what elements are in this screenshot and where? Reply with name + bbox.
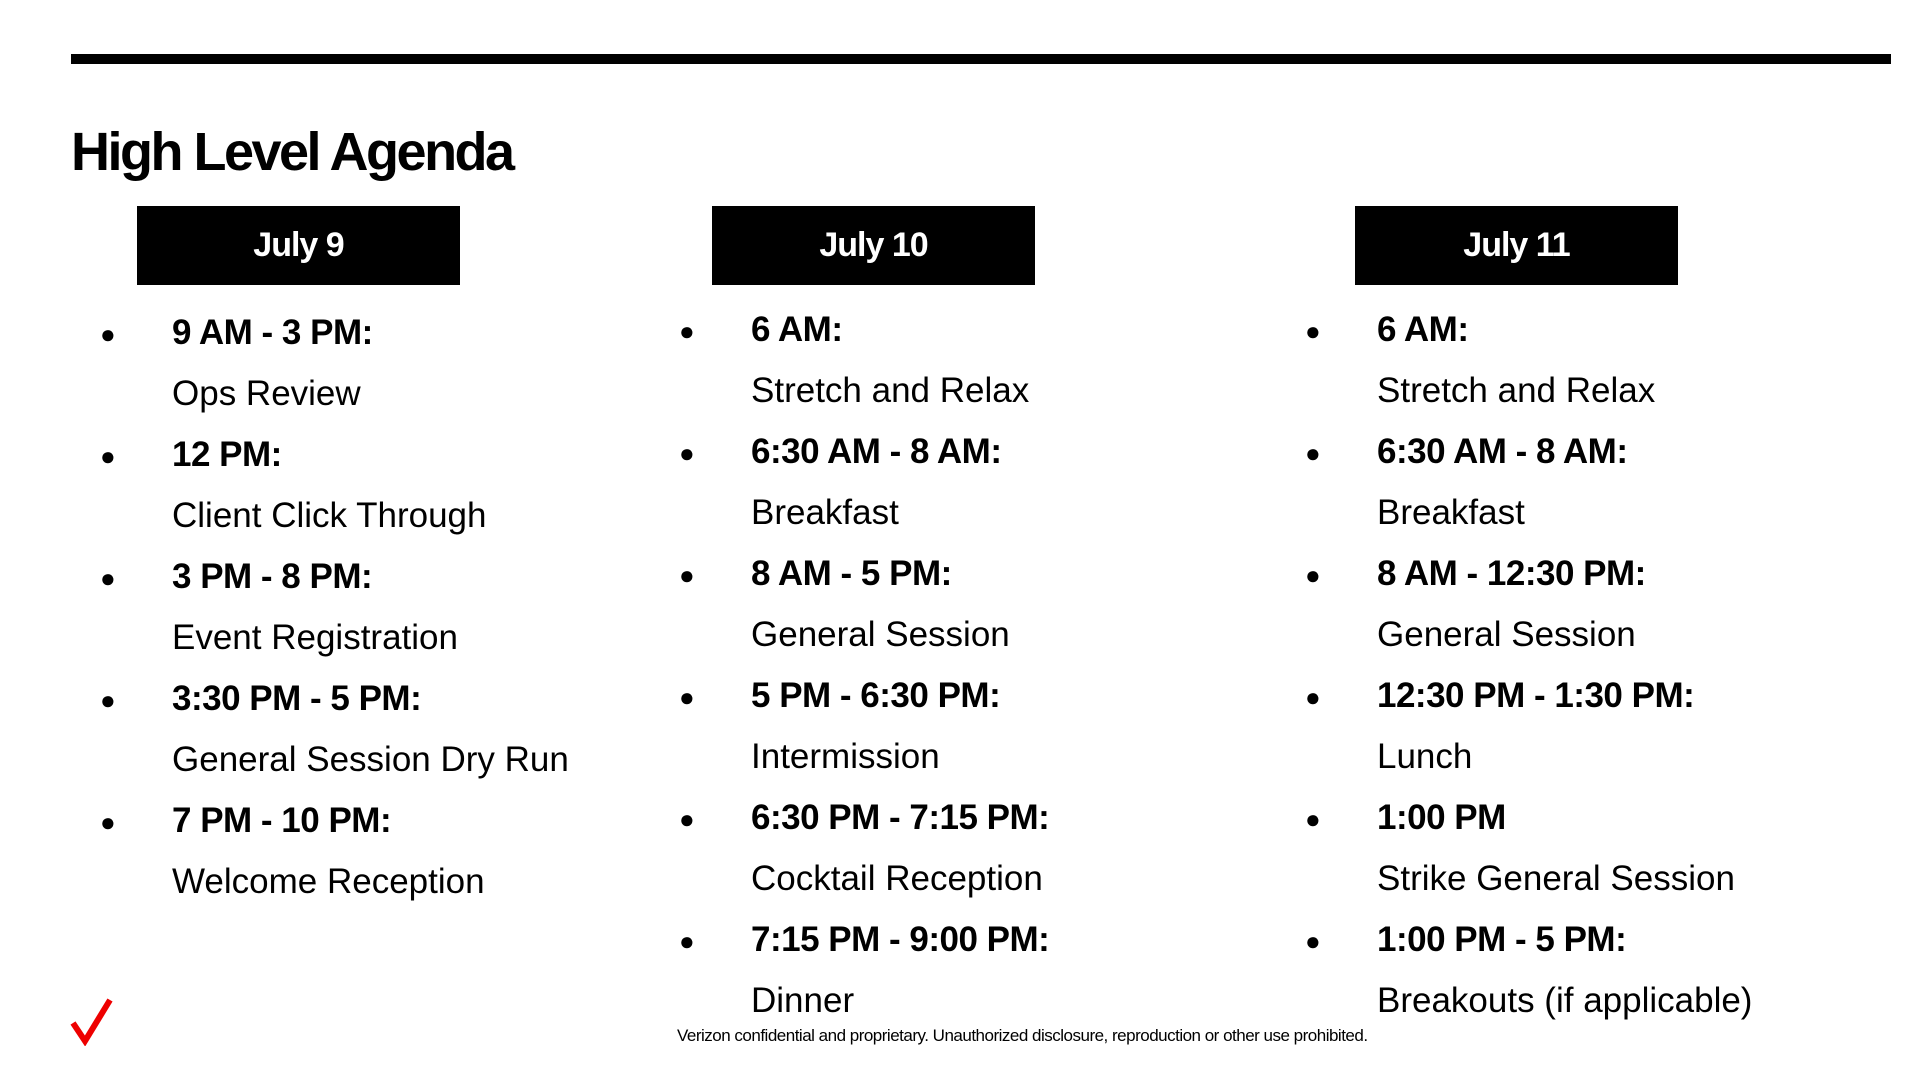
item-description: Stretch and Relax xyxy=(1377,371,1656,410)
item-description: Stretch and Relax xyxy=(751,371,1030,410)
logo-check-stroke xyxy=(73,1000,110,1041)
bullet-icon: ● xyxy=(679,804,695,834)
day-header-july-11: July 11 xyxy=(1355,206,1678,285)
item-time: 6 AM: xyxy=(1377,310,1469,349)
item-description: Client Click Through xyxy=(172,496,487,535)
bullet-icon: ● xyxy=(1305,682,1321,712)
item-time: 6:30 PM - 7:15 PM: xyxy=(751,798,1050,837)
item-description: Dinner xyxy=(751,981,855,1020)
bullet-icon: ● xyxy=(1305,804,1321,834)
item-time: 7:15 PM - 9:00 PM: xyxy=(751,920,1050,959)
bullet-icon: ● xyxy=(1305,926,1321,956)
item-description: General Session xyxy=(751,615,1010,654)
item-description: Cocktail Reception xyxy=(751,859,1043,898)
bullet-icon: ● xyxy=(1305,316,1321,346)
item-time: 3 PM - 8 PM: xyxy=(172,557,373,596)
bullet-icon: ● xyxy=(1305,560,1321,590)
item-time: 6 AM: xyxy=(751,310,843,349)
confidentiality-footer: Verizon confidential and proprietary. Unauthorized disclosure, reproduction or other use prohibited. xyxy=(677,1026,1368,1045)
top-divider-rule xyxy=(71,54,1891,64)
item-description: Welcome Reception xyxy=(172,862,485,901)
bullet-icon: ● xyxy=(100,563,116,593)
bullet-icon: ● xyxy=(1305,438,1321,468)
item-description: General Session Dry Run xyxy=(172,740,569,779)
item-time: 8 AM - 12:30 PM: xyxy=(1377,554,1646,593)
bullet-icon: ● xyxy=(679,926,695,956)
item-time: 3:30 PM - 5 PM: xyxy=(172,679,422,718)
bullet-icon: ● xyxy=(679,682,695,712)
item-time: 6:30 AM - 8 AM: xyxy=(1377,432,1628,471)
item-time: 1:00 PM - 5 PM: xyxy=(1377,920,1627,959)
item-time: 12:30 PM - 1:30 PM: xyxy=(1377,676,1695,715)
item-description: Breakfast xyxy=(751,493,899,532)
bullet-icon: ● xyxy=(100,441,116,471)
item-time: 5 PM - 6:30 PM: xyxy=(751,676,1001,715)
bullet-icon: ● xyxy=(679,438,695,468)
item-time: 6:30 AM - 8 AM: xyxy=(751,432,1002,471)
day-header-july-9: July 9 xyxy=(137,206,460,285)
bullet-icon: ● xyxy=(679,316,695,346)
bullet-icon: ● xyxy=(679,560,695,590)
item-description: General Session xyxy=(1377,615,1636,654)
item-time: 12 PM: xyxy=(172,435,282,474)
page-title: High Level Agenda xyxy=(71,122,513,183)
item-description: Event Registration xyxy=(172,618,458,657)
bullet-icon: ● xyxy=(100,685,116,715)
item-time: 7 PM - 10 PM: xyxy=(172,801,392,840)
item-description: Ops Review xyxy=(172,374,361,413)
item-time: 9 AM - 3 PM: xyxy=(172,313,373,352)
bullet-icon: ● xyxy=(100,807,116,837)
item-time: 8 AM - 5 PM: xyxy=(751,554,952,593)
bullet-icon: ● xyxy=(100,319,116,349)
checkmark-logo-icon xyxy=(70,996,114,1046)
item-time: 1:00 PM xyxy=(1377,798,1506,837)
item-description: Breakfast xyxy=(1377,493,1525,532)
item-description: Breakouts (if applicable) xyxy=(1377,981,1753,1020)
item-description: Lunch xyxy=(1377,737,1473,776)
item-description: Intermission xyxy=(751,737,940,776)
day-header-july-10: July 10 xyxy=(712,206,1035,285)
item-description: Strike General Session xyxy=(1377,859,1735,898)
